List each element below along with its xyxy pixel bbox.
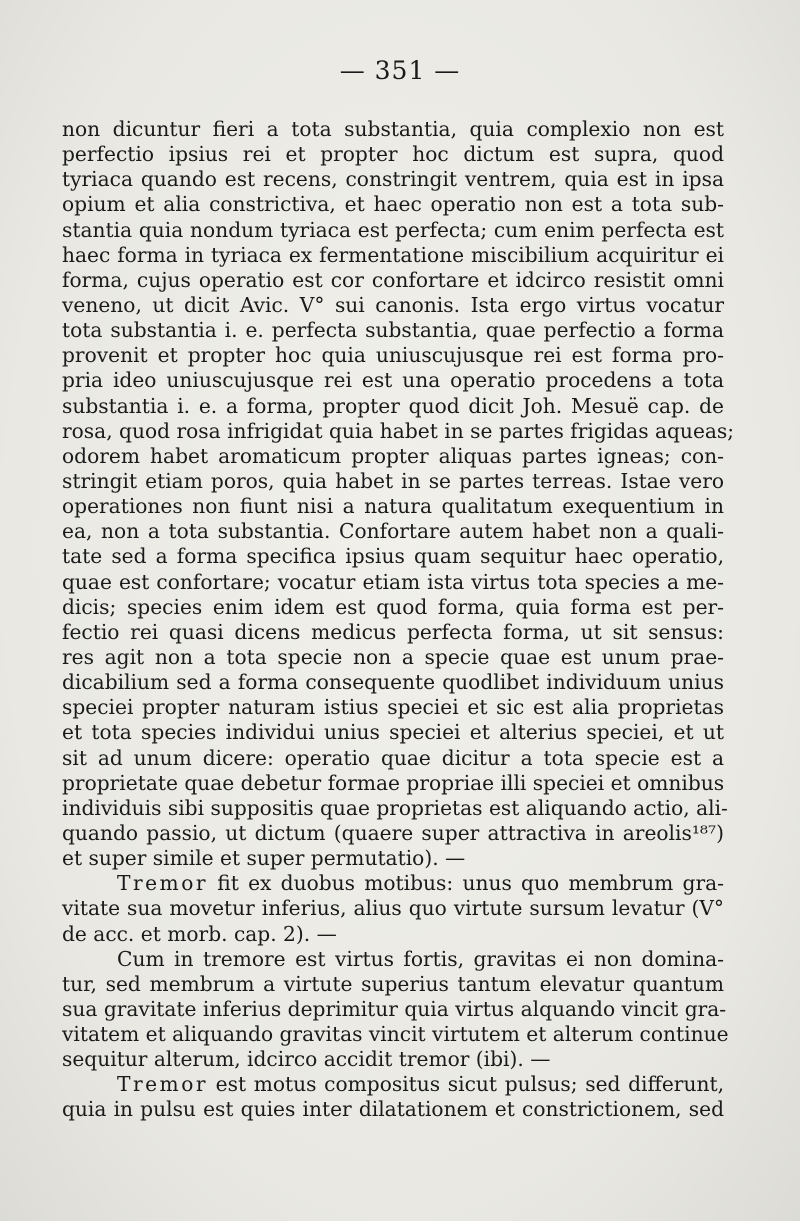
text-line: perfectio ipsius rei et propter hoc dictum est supra, quod [62, 142, 724, 167]
text-line: sua gravitate inferius deprimitur quia virtus alquando vincit gra- [62, 996, 727, 1021]
text-line: de acc. et morb. cap. 2). — [62, 921, 337, 946]
text-line: stantia quia nondum tyriaca est perfecta; cum enim perfecta est [62, 217, 724, 242]
text-line: individuis sibi suppositis quae proprietas est aliquando actio, ali- [62, 795, 728, 820]
text-line: quia in pulsu est quies inter dilatationem et constrictionem, sed [62, 1097, 724, 1122]
text-line: sequitur alterum, idcirco accidit tremor (ibi). — [62, 1047, 551, 1072]
text-line: Cum in tremore est virtus fortis, gravitas ei non domina- [117, 946, 724, 971]
text-line: tota substantia i. e. perfecta substantia, quae perfectio a forma [62, 318, 724, 343]
paragraph-line-tremor [62, 871, 724, 896]
text-line: tate sed a forma specifica ipsius quam sequitur haec operatio, [62, 544, 724, 569]
text-line: veneno, ut dicit Avic. V° sui canonis. Ista ergo virtus vocatur [62, 292, 724, 317]
text-line: rosa, quod rosa infrigidat quia habet in se partes frigidas aqueas; [62, 418, 735, 443]
text-line: et tota species individui unius speciei et alterius speciei, et ut [62, 720, 724, 745]
text-line: odorem habet aromaticum propter aliquas partes igneas; con- [62, 443, 724, 468]
text-line: tyriaca quando est recens, constringit ventrem, quia est in ipsa [62, 167, 724, 192]
text-line: opium et alia constrictiva, et haec operatio non est a tota sub- [62, 192, 724, 217]
text-run: fit ex duobus motibus: unus quo membrum gra- [208, 871, 724, 896]
text-line: dicis; species enim idem est quod forma, quia forma est per- [62, 594, 724, 619]
keyword-tremor: Tremor [117, 1072, 209, 1097]
text-line: vitatem et aliquando gravitas vincit virtutem et alterum continue [62, 1022, 729, 1047]
text-line: fectio rei quasi dicens medicus perfecta forma, ut sit sensus: [62, 619, 724, 644]
keyword-tremor: Tremor [117, 871, 209, 896]
text-line: pria ideo uniuscujusque rei est una operatio procedens a tota [62, 368, 724, 393]
text-line: quae est confortare; vocatur etiam ista virtus tota species a me- [62, 569, 724, 594]
text-run: est motus compositus sicut pulsus; sed differunt, [208, 1072, 724, 1097]
text-line: quando passio, ut dictum (quaere super attractiva in areolis¹⁸⁷) [62, 820, 724, 845]
text-line: haec forma in tyriaca ex fermentatione miscibilium acquiritur ei [62, 242, 724, 267]
text-line: non dicuntur fieri a tota substantia, quia complexio non est [62, 117, 724, 141]
text-line: operationes non fiunt nisi a natura qualitatum exequentium in [62, 494, 724, 519]
text-line: sit ad unum dicere: operatio quae dicitur a tota specie est a [62, 745, 724, 770]
text-line: res agit non a tota specie non a specie quae est unum prae- [62, 644, 724, 669]
text-line: tur, sed membrum a virtute superius tantum elevatur quantum [62, 971, 724, 996]
text-line: et super simile et super permutatio). — [62, 846, 466, 871]
text-line: proprietate quae debetur formae propriae illi speciei et omnibus [62, 770, 725, 795]
text-line: speciei propter naturam istius speciei et sic est alia proprietas [62, 695, 724, 720]
text-line: dicabilium sed a forma consequente quodlibet individuum unius [62, 670, 724, 695]
text-line: ea, non a tota substantia. Confortare autem habet non a quali- [62, 519, 724, 544]
page-number: — 351 — [339, 56, 461, 85]
text-line: provenit et propter hoc quia uniuscujusque rei est forma pro- [62, 343, 724, 368]
text-line: stringit etiam poros, quia habet in se partes terreas. Istae vero [62, 468, 724, 493]
text-line: forma, cujus operatio est cor confortare et idcirco resistit omni [62, 267, 724, 292]
paragraph-line-tremor [62, 1072, 724, 1097]
text-line: vitate sua movetur inferius, alius quo virtute sursum levatur (V° [62, 896, 724, 921]
body-text [62, 117, 735, 1123]
text-line: substantia i. e. a forma, propter quod dicit Joh. Mesuë cap. de [62, 393, 724, 418]
